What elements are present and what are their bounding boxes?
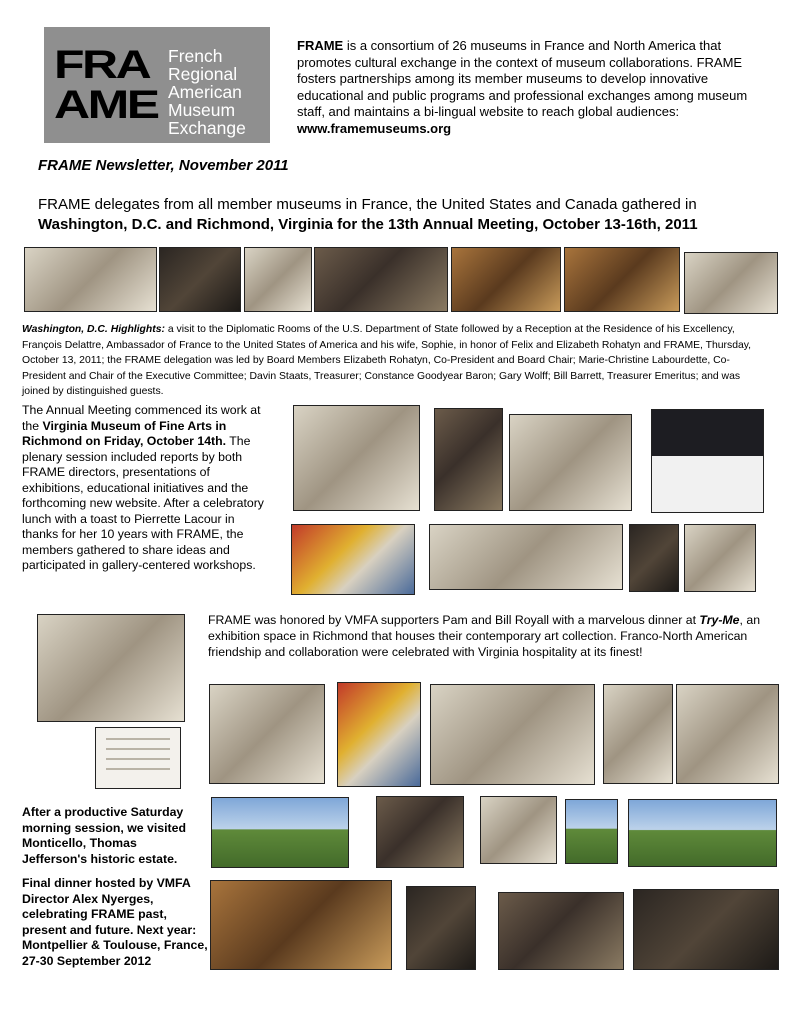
photo-final-dinner-3: [498, 892, 624, 970]
frame-logo-words: French Regional American Museum Exchange: [168, 46, 246, 138]
try-me-dinner-paragraph: FRAME was honored by VMFA supporters Pam and Bill Royall with a marvelous dinner at Try-Me, an exhibition space in Richmond that houses their contemporary art collection. Franco-North American friendship and collaboration were celebrated with Virginia hospitality at its finest!: [208, 613, 761, 659]
photo-washington-6: [564, 247, 680, 312]
photo-monticello-5: [628, 799, 777, 867]
photo-monticello-2: [376, 796, 464, 868]
photo-washington-1: [24, 247, 157, 312]
photo-website-screenshot: [651, 409, 764, 513]
website-link[interactable]: www.framemuseums.org: [297, 120, 452, 136]
photo-washington-5: [451, 247, 561, 312]
headline: [38, 195, 783, 235]
photo-try-me-1: [209, 684, 325, 784]
photo-menu-card: [95, 727, 181, 789]
intro-brand: FRAME: [297, 38, 344, 53]
photo-final-dinner-1: [210, 880, 392, 970]
highlights-label: Washington, D.C. Highlights:: [22, 324, 165, 335]
intro-text: is a consortium of 26 museums in France and North America that promotes cultural exchange in the context of museum collaborations. FRAME fosters partnerships among its member museums to develop innovative educational and public programs and professional exchanges among museum staff, and maintains a bi-lingual website to reach global audiences:: [297, 38, 748, 119]
photo-washington-2: [159, 247, 241, 312]
headline-line2: Washington, D.C. and Richmond, Virginia for the 13th Annual Meeting, October 13-16th, 2011: [38, 216, 698, 233]
photo-try-me-2: [337, 682, 421, 787]
photo-try-me-4: [603, 684, 673, 784]
monticello-paragraph: After a productive Saturday morning session, we visited Monticello, Thomas Jefferson's historic estate.: [22, 805, 187, 866]
washington-highlights: [22, 322, 762, 400]
photo-try-me-greeting: [37, 614, 185, 722]
frame-logo: [44, 27, 270, 143]
photo-washington-4: [314, 247, 448, 312]
frame-logo-mark: FRA AME: [54, 43, 158, 127]
photo-richmond-5: [684, 524, 756, 592]
photo-monticello-3: [480, 796, 557, 864]
photo-final-dinner-2: [406, 886, 476, 970]
photo-washington-3: [244, 247, 312, 312]
photo-try-me-3: [430, 684, 595, 785]
newsletter-title: FRAME Newsletter, November 2011: [38, 157, 289, 174]
photo-richmond-1: [293, 405, 420, 511]
photo-final-dinner-4: [633, 889, 779, 970]
final-dinner-paragraph: Final dinner hosted by VMFA Director Alex Nyerges, celebrating FRAME past, present and future. Next year: Montpellier & Toulouse, France, 27-30 September 2012: [22, 876, 208, 968]
annual-place: Virginia Museum of Fine Arts in Richmond on Friday, October 14th.: [22, 418, 227, 448]
headline-line1: FRAME delegates from all member museums in France, the United States and Canada gathered in: [38, 196, 697, 213]
intro-paragraph: [297, 38, 767, 137]
photo-try-me-5: [676, 684, 779, 784]
annual-meeting-paragraph: The Annual Meeting commenced its work at the Virginia Museum of Fine Arts in Richmond on Friday, October 14th. The plenary session included reports by both FRAME directors, presentations of exhibitions, educational initiatives and the forthcoming new website. After a celebratory lunch with a toast to Pierrette Lacour in thanks for her 10 years with FRAME, the members gathered to share ideas and participated in gallery-centered workshops.: [22, 403, 264, 572]
photo-washington-7: [684, 252, 778, 314]
photo-richmond-4: [629, 524, 679, 592]
photo-gallery-art: [291, 524, 415, 595]
photo-richmond-panel: [429, 524, 623, 590]
photo-richmond-3: [509, 414, 632, 511]
photo-richmond-2: [434, 408, 503, 511]
photo-monticello-4: [565, 799, 618, 864]
highlights-text: a visit to the Diplomatic Rooms of the U.S. Department of State followed by a Reception at the Residence of his Excellency, François Delattre, Ambassador of France to the United States of America and his wife, Sophie, in honor of Felix and Elizabeth Rohatyn and FRAME, Thursday, October 13, 2011; the FRAME delegation was led by Board Members Elizabeth Rohatyn, Co-President and Board Chair; Marie-Christine Labourdette, Co-President and Chair of the Executive Committee; Davin Staats, Treasurer; Constance Goodyear Baron; Gary Wolff; Bill Barrett, Treasurer Emeritus; and was joined by distinguished guests.: [22, 324, 752, 397]
photo-monticello-1: [211, 797, 349, 868]
try-me-venue: Try-Me: [699, 613, 740, 627]
